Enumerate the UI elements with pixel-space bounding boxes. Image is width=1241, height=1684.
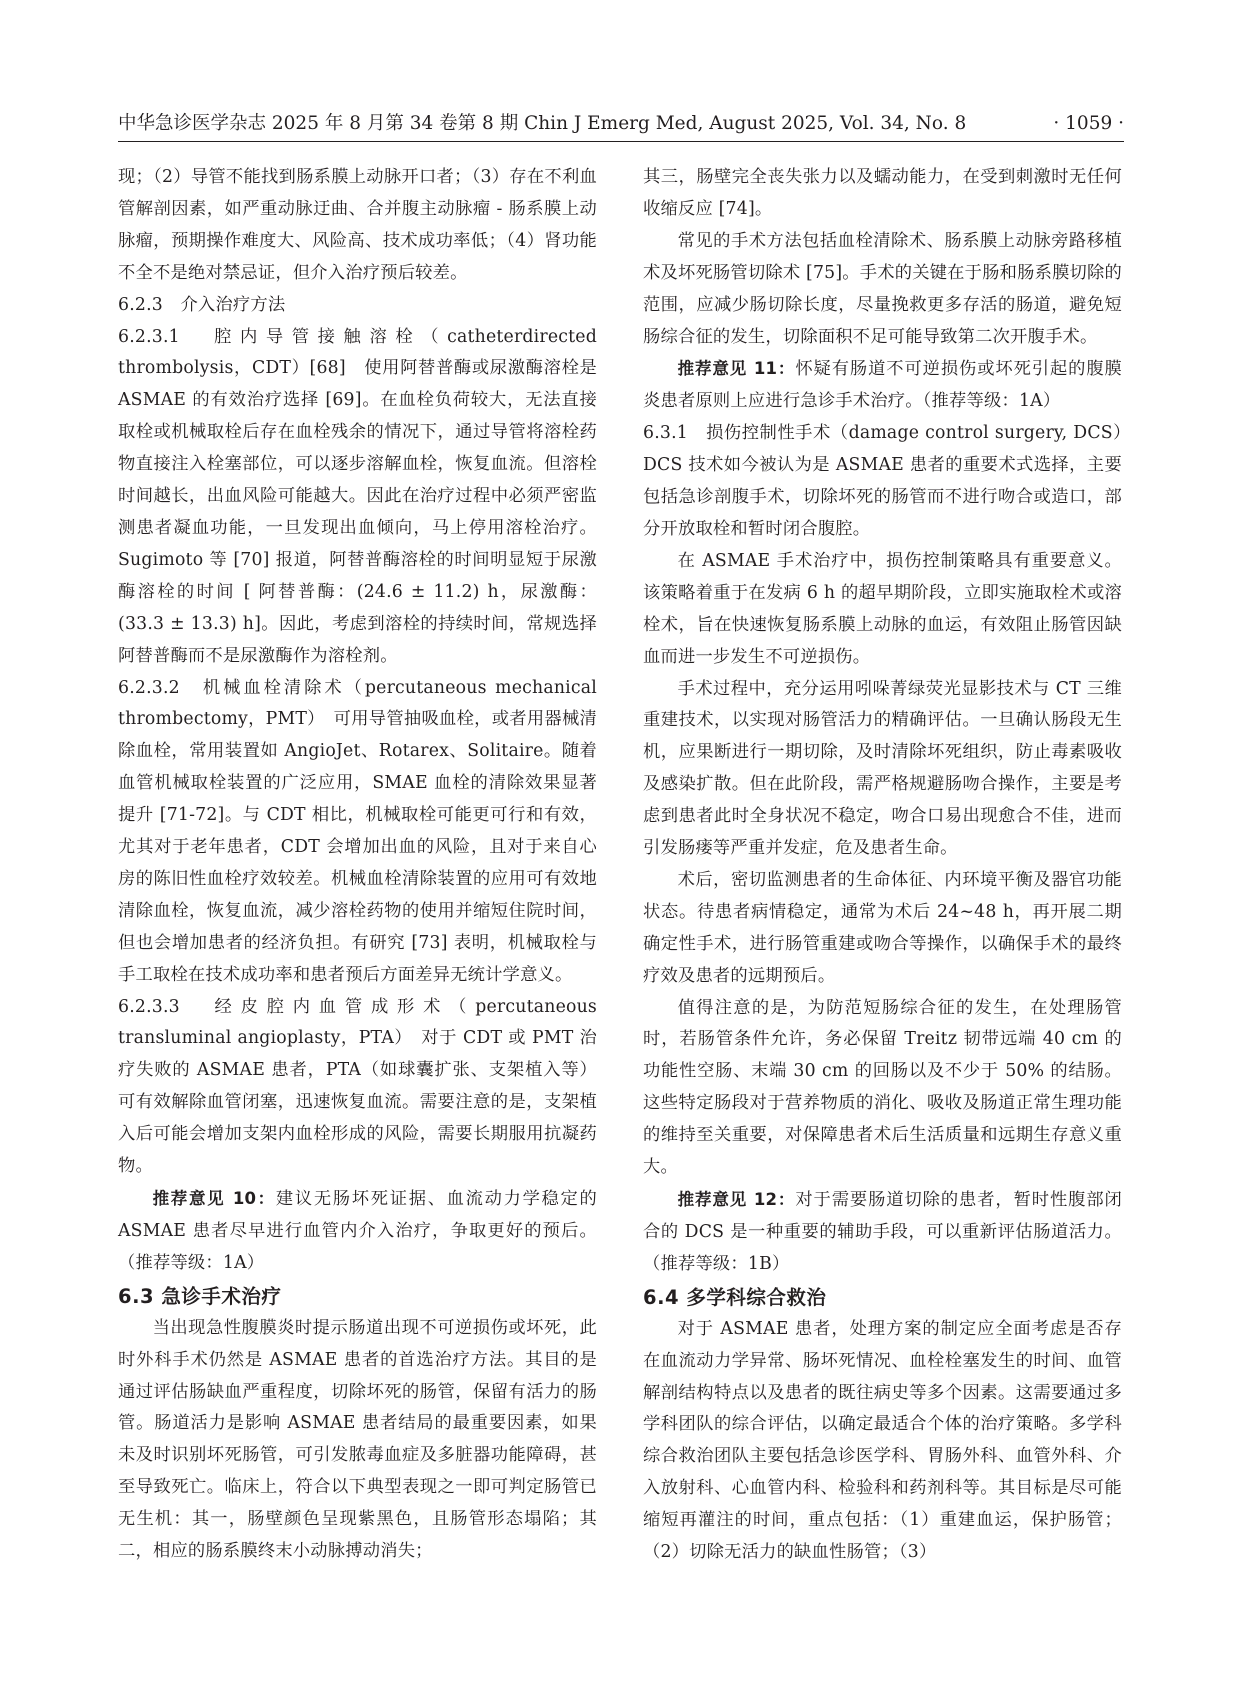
- body-paragraph: 6.2.3 介入治疗方法: [118, 294, 286, 315]
- body-paragraph: 在 ASMAE 手术治疗中，损伤控制策略具有重要意义。该策略着重于在发病 6 h 的超早期阶段，立即实施取栓术或溶栓术，旨在快速恢复肠系膜上动脉的血运，有效阻止肠管因缺血而进一步发生不可逆损伤。: [643, 550, 1122, 667]
- section-heading: 6.4 多学科综合救治: [643, 1285, 827, 1309]
- body-paragraph: 现；（2）导管不能找到肠系膜上动脉开口者；（3）存在不利血管解剖因素，如严重动脉迂曲、合并腹主动脉瘤 - 肠系膜上动脉瘤，预期操作难度大、风险高、技术成功率低；（4）肾功能不全不是绝对禁忌证，但介入治疗预后较差。: [118, 167, 597, 283]
- body-paragraph: 6.2.3.1 腔内导管接触溶栓（catheterdirected thrombolysis，CDT）[68] 使用阿替普酶或尿激酶溶栓是 ASMAE 的有效治疗选择 [69]。在血栓负荷较大，无法直接取栓或机械取栓后存在血栓残余的情况下，通过导管将溶栓药物直接注入栓塞部位，可以逐步溶解血栓，恢复血流。但溶栓时间越长，出血风险可能越大。因此在治疗过程中必须严密监测患者凝血功能，一旦发现出血倾向，马上停用溶栓治疗。Sugimoto 等 [70] 报道，阿替普酶溶栓的时间明显短于尿激酶溶栓的时间 [ 阿替普酶：(24.6 ± 11.2) h，尿激酶：(33.3 ± 13.3) h]。因此，考虑到溶栓的持续时间，常规选择阿替普酶而不是尿激酶作为溶栓剂。: [118, 326, 597, 666]
- recommendation-text: 建议无肠坏死证据、血流动力学稳定的 ASMAE 患者尽早进行血管内介入治疗，争取更好的预后。（推荐等级：1A）: [118, 1189, 597, 1273]
- body-paragraph: 6.3.1 损伤控制性手术（damage control surgery, DCS） DCS 技术如今被认为是 ASMAE 患者的重要术式选择，主要包括急诊剖腹手术，切除坏死的肠管而不进行吻合或造口，部分开放取栓和暂时闭合腹腔。: [643, 423, 1140, 539]
- body-paragraph: 6.2.3.3 经皮腔内血管成形术（percutaneous transluminal angioplasty，PTA） 对于 CDT 或 PMT 治疗失败的 ASMAE 患者，PTA（如球囊扩张、支架植入等）可有效解除血管闭塞，迅速恢复血流。需要注意的是，支架植入后可能会增加支架内血栓形成的风险，需要长期服用抗凝药物。: [118, 996, 597, 1177]
- body-paragraph: 6.2.3.2 机械血栓清除术（percutaneous mechanical thrombectomy，PMT） 可用导管抽吸血栓，或者用器械清除血栓，常用装置如 AngioJet、Rotarex、Solitaire。随着血管机械取栓装置的广泛应用，SMAE 血栓的清除效果显著提升 [71-72]。与 CDT 相比，机械取栓可能更可行和有效，尤其对于老年患者，CDT 会增加出血的风险，且对于来自心房的陈旧性血栓疗效较差。机械血栓清除装置的应用可有效地清除血栓，恢复血流，减少溶栓药物的使用并缩短住院时间，但也会增加患者的经济负担。有研究 [73] 表明，机械取栓与手工取栓在技术成功率和患者预后方面差异无统计学意义。: [118, 677, 597, 985]
- recommendation-paragraph: [643, 353, 1122, 418]
- body-paragraph: 手术过程中，充分运用吲哚菁绿荧光显影技术与 CT 三维重建技术，以实现对肠管活力的精确评估。一旦确认肠段无生机，应果断进行一期切除，及时清除坏死组织，防止毒素吸收及感染扩散。但在此阶段，需严格规避肠吻合操作，主要是考虑到患者此时全身状况不稳定，吻合口易出现愈合不佳，进而引发肠瘘等严重并发症，危及患者生命。: [643, 678, 1122, 859]
- recommendation-label: 推荐意见 10：: [152, 1189, 276, 1208]
- section-heading: 6.3 急诊手术治疗: [118, 1284, 282, 1308]
- recommendation-label: 推荐意见 11：: [677, 359, 796, 379]
- recommendation-text: 怀疑有肠道不可逆损伤或坏死引起的腹膜炎患者原则上应进行急诊手术治疗。（推荐等级：1A）: [643, 359, 1122, 412]
- right-column: [643, 162, 1140, 1569]
- recommendation-paragraph: [643, 1184, 1122, 1281]
- body-paragraph: 其三，肠壁完全丧失张力以及蠕动能力，在受到刺激时无任何收缩反应 [74]。: [643, 167, 1122, 219]
- body-paragraph: 常见的手术方法包括血栓清除术、肠系膜上动脉旁路移植术及坏死肠管切除术 [75]。手术的关键在于肠和肠系膜切除的范围，应减少肠切除长度，尽量挽救更多存活的肠道，避免短肠综合征的发生，切除面积不足可能导致第二次开腹手术。: [643, 230, 1122, 347]
- recommendation-paragraph: [118, 1183, 597, 1280]
- running-header: [118, 106, 1124, 142]
- body-paragraph: 当出现急性腹膜炎时提示肠道出现不可逆损伤或坏死，此时外科手术仍然是 ASMAE 患者的首选治疗方法。其目的是通过评估肠缺血严重程度，切除坏死的肠管，保留有活力的肠管。肠道活力是影响 ASMAE 患者结局的最重要因素，如果未及时识别坏死肠管，可引发脓毒血症及多脏器功能障碍，甚至导致死亡。临床上，符合以下典型表现之一即可判定肠管已无生机：其一，肠壁颜色呈现紫黑色，且肠管形态塌陷；其二，相应的肠系膜终末小动脉搏动消失；: [118, 1317, 597, 1562]
- header-rule: [118, 141, 1124, 142]
- body-paragraph: 对于 ASMAE 患者，处理方案的制定应全面考虑是否存在血流动力学异常、肠坏死情况、血栓栓塞发生的时间、血管解剖结构特点以及患者的既往病史等多个因素。这需要通过多学科团队的综合评估，以确定最适合个体的治疗策略。多学科综合救治团队主要包括急诊医学科、胃肠外科、血管外科、介入放射科、心血管内科、检验科和药剂科等。其目标是尽可能缩短再灌注的时间，重点包括：（1）重建血运，保护肠管；（2）切除无活力的缺血性肠管；（3）: [643, 1318, 1122, 1563]
- body-paragraph: 值得注意的是，为防范短肠综合征的发生，在处理肠管时，若肠管条件允许，务必保留 Treitz 韧带远端 40 cm 的功能性空肠、末端 30 cm 的回肠以及不少于 50% 的结肠。这些特定肠段对于营养物质的消化、吸收及肠道正常生理功能的维持至关重要，对保障患者术后生活质量和远期生存意义重大。: [643, 997, 1122, 1178]
- page-number: · 1059 ·: [1053, 113, 1124, 134]
- body-paragraph: 术后，密切监测患者的生命体征、内环境平衡及器官功能状态。待患者病情稳定，通常为术后 24~48 h，再开展二期确定性手术，进行肠管重建或吻合等操作，以确保手术的最终疗效及患者的远期预后。: [643, 869, 1122, 986]
- recommendation-label: 推荐意见 12：: [677, 1190, 796, 1209]
- left-column: [118, 162, 597, 1568]
- journal-citation: 中华急诊医学杂志 2025 年 8 月第 34 卷第 8 期 Chin J Emerg Med, August 2025, Vol. 34, No. 8: [118, 113, 967, 134]
- recommendation-text: 对于需要肠道切除的患者，暂时性腹部闭合的 DCS 是一种重要的辅助手段，可以重新评估肠道活力。（推荐等级：1B）: [643, 1190, 1122, 1274]
